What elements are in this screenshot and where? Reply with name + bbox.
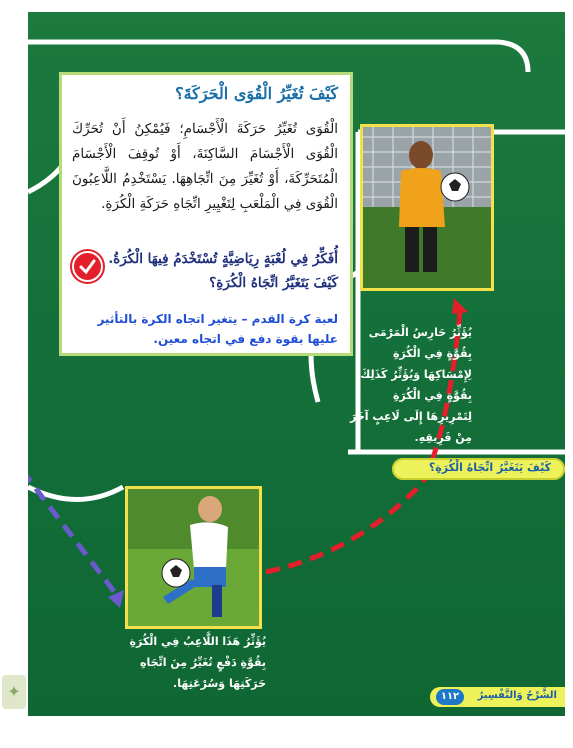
question-banner	[392, 458, 565, 480]
question-banner-text: كَيْفَ يَتَغَيَّرُ اتِّجَاهُ الْكُرَةِ؟	[428, 461, 551, 474]
page-number: ١١٢	[436, 689, 464, 705]
kicker-photo	[125, 486, 262, 629]
kicker-caption: يُؤَثِّرُ هَذَا اللَّاعِبُ فِي الْكُرَةِ بِقُوَّةِ دَفْعٍ تُغَيِّرُ مِنَ اتِّجَاهِ حَرَكَتِهَا وَسُرْعَتِهَا.	[129, 635, 266, 690]
question-text: أُفَكِّرُ فِي لُعْبَةٍ رِيَاضِيَّةٍ تُسْتَخْدَمُ فِيهَا الْكُرَةُ. كَيْفَ يَتَغَيَّرُ اتِّجَاهُ الْكُرَةِ؟	[108, 251, 338, 291]
purple-arrow-head	[108, 590, 124, 608]
check-mark-icon	[72, 251, 103, 282]
section-title: كَيْفَ تُغَيِّرُ الْقُوَى الْحَرَكَةَ؟	[175, 84, 338, 103]
purple-path-arrow	[28, 452, 116, 594]
info-box	[59, 72, 353, 356]
goalkeeper-photo	[360, 124, 494, 291]
red-arrow-head	[452, 298, 468, 314]
answer-text: لعبة كرة القدم – يتغير اتجاه الكرة بالتأثير عليها بقوة دفع في اتجاه معين.	[97, 312, 338, 346]
field-line-top	[28, 42, 528, 72]
corner-logo-icon: ✦	[2, 675, 26, 709]
footer-section-title: الشَّرْحُ وَالتَّفْسِيرُ	[477, 690, 557, 701]
body-text: الْقُوَى تُغَيِّرُ حَرَكَةَ الْأَجْسَامِ؛ فَيُمْكِنُ أَنْ تُحَرِّكَ الْقُوَى الْأَجْسَامَ السَّاكِنَةَ، أَوْ تُوقِفَ الْأَجْسَامَ الْمُتَحَرِّكَةَ، أَوْ تُغَيِّرَ مِنَ اتِّجَاهِهَا. يَسْتَخْدِمُ اللَّاعِبُونَ الْقُوَى فِي الْمَلْعَبِ لِتَغْيِيرِ اتِّجَاهِ حَرَكَةِ الْكُرَةِ.	[72, 121, 338, 212]
page-footer	[430, 687, 565, 707]
goalkeeper-caption: يُؤَثِّرُ حَارِسُ الْمَرْمَى بِقُوَّةٍ فِي الْكُرَةِ لِإِمْسَاكِهَا وَيُؤَثِّرُ كَذَلِكَ بِقُوَّةٍ فِي الْكُرَةِ لِتَمْرِيرِهَا إِلَى لَاعِبٍ آخَرَ مِنْ فَرِيقِهِ.	[350, 326, 472, 444]
